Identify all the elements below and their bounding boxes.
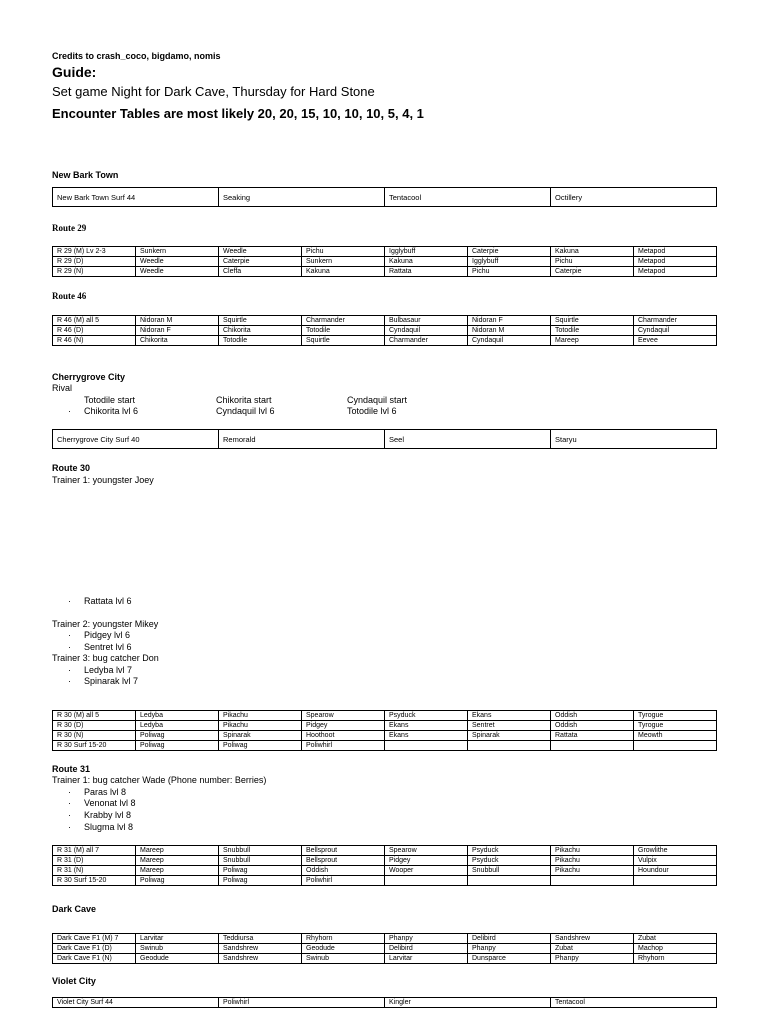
table-row — [53, 336, 717, 346]
table-cell: Caterpie — [468, 247, 551, 257]
trainer-pokemon-item: · Spinarak lvl 7 — [68, 676, 139, 686]
table-cell: Chikorita — [136, 336, 219, 346]
table-cell: Phanpy — [385, 934, 468, 944]
table-cell: Teddiursa — [219, 934, 302, 944]
table-cell: R 31 (M) all 7 — [53, 846, 136, 856]
table-cell: Nidoran M — [136, 316, 219, 326]
credits-text: Credits to crash_coco, bigdamo, nomis — [52, 51, 221, 61]
encounter-table-route-31 — [52, 845, 717, 886]
section-title-route-30: Route 30 — [52, 463, 91, 473]
table-row — [53, 876, 717, 886]
guide-line-settings: Set game Night for Dark Cave, Thursday for Hard Stone — [52, 84, 375, 99]
encounter-table-violet-city — [52, 997, 717, 1008]
encounter-table-dark-cave — [52, 933, 717, 964]
table-cell: Seaking — [219, 188, 385, 207]
table-cell: Sandshrew — [551, 934, 634, 944]
table-cell: Nidoran F — [468, 316, 551, 326]
table-cell: Dunsparce — [468, 954, 551, 964]
table-row — [53, 934, 717, 944]
encounter-table-route-29 — [52, 246, 717, 277]
rival-start-cyndaquil: Cyndaquil start — [347, 395, 408, 405]
table-cell: Psyduck — [385, 711, 468, 721]
table-cell: Snubbull — [219, 846, 302, 856]
table-cell: Dark Cave F1 (M) 7 — [53, 934, 136, 944]
table-cell: Pidgey — [385, 856, 468, 866]
table-cell: Houndour — [634, 866, 717, 876]
table-cell: Oddish — [551, 711, 634, 721]
table-cell: Poliwhirl — [302, 876, 385, 886]
table-cell: Poliwag — [219, 876, 302, 886]
table-cell: Staryu — [551, 430, 717, 449]
table-row — [53, 866, 717, 876]
table-cell: Metapod — [634, 247, 717, 257]
table-cell: Pichu — [551, 257, 634, 267]
table-cell: Swinub — [136, 944, 219, 954]
section-title-cherrygrove-city: Cherrygrove City — [52, 372, 126, 382]
table-cell: Chikorita — [219, 326, 302, 336]
table-cell: Metapod — [634, 257, 717, 267]
table-row — [53, 316, 717, 326]
table-cell: Psyduck — [468, 856, 551, 866]
table-cell: R 31 (D) — [53, 856, 136, 866]
table-cell: Pidgey — [302, 721, 385, 731]
guide-heading: Guide: — [52, 64, 97, 80]
table-cell: Spearow — [385, 846, 468, 856]
rival-start-chikorita: Chikorita start — [216, 395, 272, 405]
trainer-bug-catcher-don: Trainer 3: bug catcher Don — [52, 653, 159, 663]
trainer-pokemon-item: · Slugma lvl 8 — [68, 822, 134, 832]
table-cell: R 46 (D) — [53, 326, 136, 336]
table-cell: Seel — [385, 430, 551, 449]
rival-level-chikorita: Chikorita lvl 6 — [84, 406, 139, 416]
table-row — [53, 856, 717, 866]
table-cell — [385, 876, 468, 886]
table-row — [53, 741, 717, 751]
table-cell: New Bark Town Surf 44 — [53, 188, 219, 207]
table-cell: Ekans — [385, 721, 468, 731]
table-cell: Poliwag — [219, 741, 302, 751]
table-cell: Cyndaquil — [468, 336, 551, 346]
table-cell: Hoothoot — [302, 731, 385, 741]
table-cell: Machop — [634, 944, 717, 954]
table-cell: Violet City Surf 44 — [53, 998, 219, 1008]
table-cell: Phanpy — [468, 944, 551, 954]
table-cell: Nidoran M — [468, 326, 551, 336]
table-cell: Remorald — [219, 430, 385, 449]
table-cell: Pikachu — [551, 846, 634, 856]
table-cell: R 30 Surf 15-20 — [53, 876, 136, 886]
table-cell: Metapod — [634, 267, 717, 277]
trainer-pokemon-item: · Krabby lvl 8 — [68, 810, 132, 820]
table-cell: Poliwag — [219, 866, 302, 876]
table-cell: Pikachu — [551, 866, 634, 876]
rival-level-totodile: Totodile lvl 6 — [347, 406, 397, 416]
table-cell: Geodude — [136, 954, 219, 964]
table-cell: Spinarak — [468, 731, 551, 741]
trainer-bug-catcher-wade: Trainer 1: bug catcher Wade (Phone number: Berries) — [52, 775, 267, 785]
table-cell: Zubat — [634, 934, 717, 944]
table-cell: Weedle — [136, 257, 219, 267]
table-cell: Mareep — [551, 336, 634, 346]
table-cell: Totodile — [551, 326, 634, 336]
table-cell: Rhyhorn — [634, 954, 717, 964]
table-cell: Charmander — [385, 336, 468, 346]
table-cell: Growlithe — [634, 846, 717, 856]
table-cell: Cyndaquil — [385, 326, 468, 336]
table-cell: Mareep — [136, 846, 219, 856]
table-cell: Larvitar — [385, 954, 468, 964]
table-cell: Eevee — [634, 336, 717, 346]
table-cell: Weedle — [219, 247, 302, 257]
table-cell: Ekans — [385, 731, 468, 741]
table-cell: Rhyhorn — [302, 934, 385, 944]
table-cell: Igglybuff — [385, 247, 468, 257]
table-cell: Meowth — [634, 731, 717, 741]
table-row — [53, 711, 717, 721]
table-cell: Sentret — [468, 721, 551, 731]
table-row — [53, 257, 717, 267]
table-cell: Rattata — [551, 731, 634, 741]
table-cell: Kakuna — [551, 247, 634, 257]
table-cell: Larvitar — [136, 934, 219, 944]
encounter-table-cherrygrove-city — [52, 429, 717, 449]
table-cell: Sunkern — [302, 257, 385, 267]
table-cell: Bulbasaur — [385, 316, 468, 326]
table-cell: Totodile — [219, 336, 302, 346]
table-cell: Bellsprout — [302, 846, 385, 856]
table-cell — [634, 741, 717, 751]
rival-label: Rival — [52, 383, 73, 393]
encounter-table-new-bark-town — [52, 187, 717, 207]
table-cell: Swinub — [302, 954, 385, 964]
table-row — [53, 188, 717, 207]
table-cell: R 29 (D) — [53, 257, 136, 267]
table-row — [53, 721, 717, 731]
table-cell: Weedle — [136, 267, 219, 277]
table-row — [53, 326, 717, 336]
trainer-pokemon-item: · Pidgey lvl 6 — [68, 630, 131, 640]
table-cell: Pichu — [468, 267, 551, 277]
table-cell: Spearow — [302, 711, 385, 721]
section-title-dark-cave: Dark Cave — [52, 904, 97, 914]
table-cell: Pikachu — [551, 856, 634, 866]
table-cell: Poliwag — [136, 876, 219, 886]
table-cell: Ledyba — [136, 721, 219, 731]
table-cell: Sandshrew — [219, 954, 302, 964]
table-cell: Geodude — [302, 944, 385, 954]
guide-line-encounter-rates: Encounter Tables are most likely 20, 20, 15, 10, 10, 10, 5, 4, 1 — [52, 106, 424, 121]
trainer-youngster-joey: Trainer 1: youngster Joey — [52, 475, 154, 485]
table-cell: Squirtle — [219, 316, 302, 326]
table-cell: R 30 Surf 15-20 — [53, 741, 136, 751]
table-cell: Zubat — [551, 944, 634, 954]
table-cell: Nidoran F — [136, 326, 219, 336]
table-cell: Cleffa — [219, 267, 302, 277]
table-cell: Delibird — [468, 934, 551, 944]
table-cell — [551, 876, 634, 886]
table-cell: Pikachu — [219, 711, 302, 721]
trainer-pokemon-item: · Sentret lvl 6 — [68, 642, 132, 652]
table-row — [53, 267, 717, 277]
table-cell: Caterpie — [551, 267, 634, 277]
table-cell: Psyduck — [468, 846, 551, 856]
table-cell: Tyrogue — [634, 721, 717, 731]
table-cell: Poliwhirl — [219, 998, 385, 1008]
section-title-new-bark-town: New Bark Town — [52, 170, 119, 180]
table-cell: Sandshrew — [219, 944, 302, 954]
table-cell: Kakuna — [385, 257, 468, 267]
table-cell: Tentacool — [385, 188, 551, 207]
table-row — [53, 430, 717, 449]
table-cell: Oddish — [302, 866, 385, 876]
table-cell: Kingler — [385, 998, 551, 1008]
table-cell: Igglybuff — [468, 257, 551, 267]
table-cell: Totodile — [302, 326, 385, 336]
table-cell: Charmander — [634, 316, 717, 326]
table-cell: Ekans — [468, 711, 551, 721]
table-cell: Pichu — [302, 247, 385, 257]
table-cell: R 30 (M) all 5 — [53, 711, 136, 721]
table-cell: R 46 (M) all 5 — [53, 316, 136, 326]
table-cell: Tyrogue — [634, 711, 717, 721]
table-cell — [468, 741, 551, 751]
trainer-youngster-mikey: Trainer 2: youngster Mikey — [52, 619, 159, 629]
table-cell: Bellsprout — [302, 856, 385, 866]
table-row — [53, 954, 717, 964]
table-cell: Poliwag — [136, 731, 219, 741]
table-cell — [551, 741, 634, 751]
bullet: · — [68, 406, 71, 416]
rival-start-totodile: Totodile start — [84, 395, 136, 405]
table-cell: R 29 (M) Lv 2-3 — [53, 247, 136, 257]
table-cell: Poliwhirl — [302, 741, 385, 751]
table-cell: Squirtle — [302, 336, 385, 346]
table-cell: R 30 (D) — [53, 721, 136, 731]
table-cell: Rattata — [385, 267, 468, 277]
table-cell: Spinarak — [219, 731, 302, 741]
table-cell: Delibird — [385, 944, 468, 954]
trainer-pokemon-item: · Rattata lvl 6 — [68, 596, 132, 606]
table-cell — [385, 741, 468, 751]
table-row — [53, 247, 717, 257]
trainer-pokemon-item: · Ledyba lvl 7 — [68, 665, 133, 675]
table-cell: Poliwag — [136, 741, 219, 751]
table-cell — [634, 876, 717, 886]
encounter-table-route-30 — [52, 710, 717, 751]
table-cell: Dark Cave F1 (D) — [53, 944, 136, 954]
table-cell: Mareep — [136, 856, 219, 866]
table-cell: Kakuna — [302, 267, 385, 277]
rival-level-cyndaquil: Cyndaquil lvl 6 — [216, 406, 275, 416]
table-cell: R 29 (N) — [53, 267, 136, 277]
table-cell: Sunkern — [136, 247, 219, 257]
table-cell: Squirtle — [551, 316, 634, 326]
table-cell: Cherrygrove City Surf 40 — [53, 430, 219, 449]
table-cell: Pikachu — [219, 721, 302, 731]
table-row — [53, 846, 717, 856]
encounter-table-route-46 — [52, 315, 717, 346]
table-cell — [468, 876, 551, 886]
table-cell: Caterpie — [219, 257, 302, 267]
table-cell: Mareep — [136, 866, 219, 876]
section-title-violet-city: Violet City — [52, 976, 96, 986]
section-title-route-46: Route 46 — [52, 291, 87, 301]
table-cell: Charmander — [302, 316, 385, 326]
table-row — [53, 998, 717, 1008]
trainer-pokemon-item: · Paras lvl 8 — [68, 787, 127, 797]
table-cell: Octillery — [551, 188, 717, 207]
table-row — [53, 731, 717, 741]
table-cell: R 31 (N) — [53, 866, 136, 876]
table-cell: Phanpy — [551, 954, 634, 964]
section-title-route-31: Route 31 — [52, 764, 91, 774]
table-row — [53, 944, 717, 954]
table-cell: Vulpix — [634, 856, 717, 866]
trainer-pokemon-item: · Venonat lvl 8 — [68, 798, 136, 808]
table-cell: R 30 (N) — [53, 731, 136, 741]
table-cell: Oddish — [551, 721, 634, 731]
section-title-route-29: Route 29 — [52, 223, 87, 233]
table-cell: Dark Cave F1 (N) — [53, 954, 136, 964]
table-cell: Ledyba — [136, 711, 219, 721]
table-cell: R 46 (N) — [53, 336, 136, 346]
table-cell: Wooper — [385, 866, 468, 876]
table-cell: Snubbull — [468, 866, 551, 876]
table-cell: Cyndaquil — [634, 326, 717, 336]
table-cell: Snubbull — [219, 856, 302, 866]
table-cell: Tentacool — [551, 998, 717, 1008]
